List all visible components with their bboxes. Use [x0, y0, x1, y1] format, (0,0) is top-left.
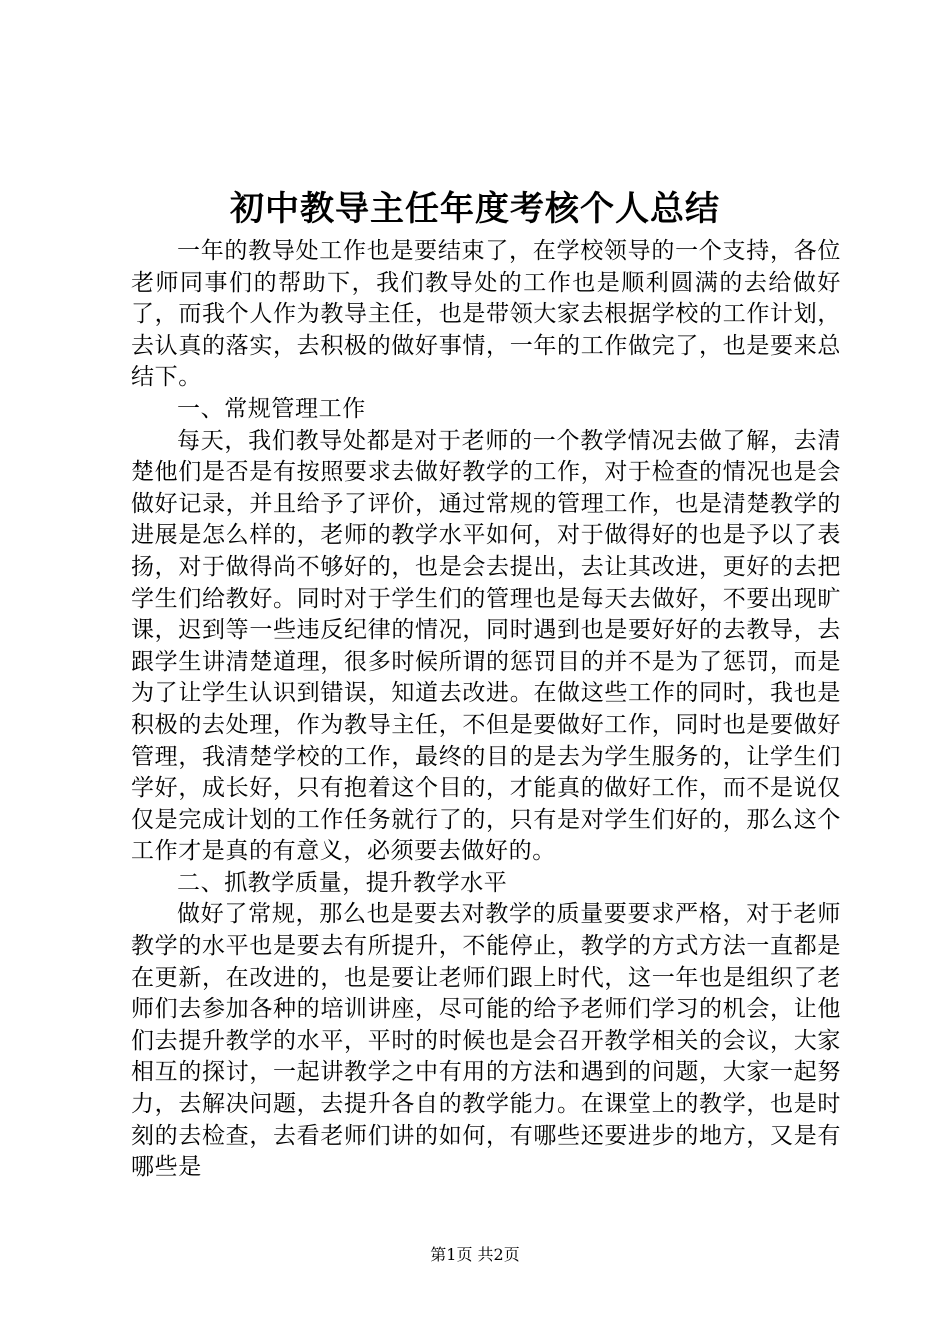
page-number-footer: 第1页 共2页 [430, 1245, 520, 1264]
intro-paragraph: 一年的教导处工作也是要结束了，在学校领导的一个支持，各位老师同事们的帮助下，我们教导处的工作也是顺利圆满的去给做好了，而我个人作为教导主任，也是带领大家去根据学校的工作计划，去认真的落实，去积极的做好事情，一年的工作做完了，也是要来总结下。 [131, 238, 841, 391]
section-heading-routine-management: 一、常规管理工作 [177, 395, 366, 422]
section-heading-teaching-quality: 二、抓教学质量，提升教学水平 [177, 869, 508, 896]
teaching-quality-paragraph: 做好了常规，那么也是要去对教学的质量要要求严格，对于老师教学的水平也是要去有所提升，不能停止，教学的方式方法一直都是在更新，在改进的，也是要让老师们跟上时代，这一年也是组织了老师们去参加各种的培训讲座，尽可能的给予老师们学习的机会，让他们去提升教学的水平，平时的时候也是会召开教学相关的会议，大家相互的探讨，一起讲教学之中有用的方法和遇到的问题，大家一起努力，去解决问题，去提升各自的教学能力。在课堂上的教学，也是时刻的去检查，去看老师们讲的如何，有哪些还要进步的地方，又是有哪些是 [131, 901, 841, 1181]
document-title: 初中教导主任年度考核个人总结 [230, 189, 720, 229]
document-body [131, 236, 841, 1184]
routine-management-paragraph: 每天，我们教导处都是对于老师的一个教学情况去做了解，去清楚他们是否是有按照要求去做好教学的工作，对于检查的情况也是会做好记录，并且给予了评价，通过常规的管理工作，也是清楚教学的进展是怎么样的，老师的教学水平如何，对于做得好的也是予以了表扬，对于做得尚不够好的，也是会去提出，去让其改进，更好的去把学生们给教好。同时对于学生们的管理也是每天去做好，不要出现旷课，迟到等一些违反纪律的情况，同时遇到也是要好好的去教导，去跟学生讲清楚道理，很多时候所谓的惩罚目的并不是为了惩罚，而是为了让学生认识到错误，知道去改进。在做这些工作的同时，我也是积极的去处理，作为教导主任，不但是要做好工作，同时也是要做好管理，我清楚学校的工作，最终的目的是去为学生服务的，让学生们学好，成长好，只有抱着这个目的，才能真的做好工作，而不是说仅仅是完成计划的工作任务就行了的，只有是对学生们好的，那么这个工作才是真的有意义，必须要去做好的。 [131, 427, 841, 865]
